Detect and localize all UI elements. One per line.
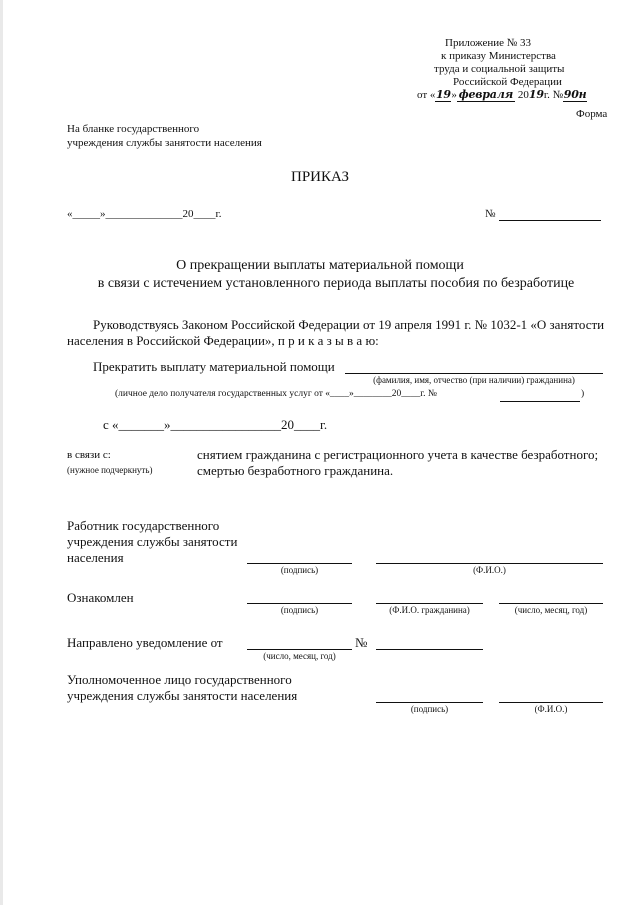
citizen-fio-line bbox=[345, 373, 603, 374]
acquainted-label: Ознакомлен bbox=[67, 590, 134, 605]
acquainted-fio-caption: (Ф.И.О. гражданина) bbox=[389, 605, 470, 615]
appendix-date-suffix: г. № bbox=[543, 89, 564, 101]
acquainted-signature-caption: (подпись) bbox=[280, 605, 319, 615]
reason-label: в связи с: bbox=[67, 449, 111, 461]
reason-hint: (нужное подчеркнуть) bbox=[67, 465, 153, 475]
order-number-line bbox=[499, 220, 601, 221]
reason-option-1: снятием гражданина с регистрационного учета в качестве безработного; bbox=[197, 447, 599, 462]
citizen-fio-caption: (фамилия, имя, отчество (при наличии) гражданина) bbox=[373, 375, 575, 385]
appendix-date-year: 19 bbox=[528, 88, 544, 101]
appendix-date-day: 19 bbox=[435, 88, 451, 101]
employee-signature-caption: (подпись) bbox=[280, 565, 319, 575]
form-label: Форма bbox=[576, 108, 608, 120]
employee-fio-line bbox=[376, 563, 603, 564]
page-title: ПРИКАЗ bbox=[291, 169, 349, 185]
scan-edge bbox=[0, 0, 3, 905]
authorized-signature-caption: (подпись) bbox=[410, 704, 449, 714]
acquainted-signature-line bbox=[247, 603, 352, 604]
reason-option-2: смертью безработного гражданина. bbox=[197, 463, 394, 478]
authorized-fio-line bbox=[499, 702, 603, 703]
acquainted-date-caption: (число, месяц, год) bbox=[514, 605, 588, 615]
acquainted-fio-line bbox=[376, 603, 483, 604]
appendix-number: 90н bbox=[563, 88, 587, 101]
notice-number-line bbox=[376, 649, 483, 650]
appendix-date-line bbox=[417, 88, 587, 102]
appendix-line-4: Российской Федерации bbox=[453, 76, 562, 88]
employee-fio-caption: (Ф.И.О.) bbox=[473, 565, 506, 575]
order-number-label: № bbox=[485, 208, 496, 220]
appendix-date-prefix: от « bbox=[417, 89, 436, 101]
notice-date-caption: (число, месяц, год) bbox=[263, 651, 336, 661]
authorized-signature-line bbox=[376, 702, 483, 703]
notice-label: Направлено уведомление от bbox=[67, 635, 223, 650]
subject-line-2: в связи с истечением установленного периода выплаты пособия по безработице bbox=[97, 276, 575, 291]
blank-note-line-1: На бланке государственного bbox=[67, 123, 200, 135]
from-date-line: с «_______»_________________20____г. bbox=[103, 417, 328, 432]
employee-line-1: Работник государственного bbox=[67, 518, 220, 533]
personal-file-number-line bbox=[500, 401, 580, 402]
appendix-date-year-prefix: 20 bbox=[517, 89, 529, 101]
personal-file-line: (личное дело получателя государственных услуг от «____»________20____г. № bbox=[115, 389, 437, 399]
blank-note-line-2: учреждения службы занятости населения bbox=[67, 137, 262, 149]
appendix-line-3: труда и социальной защиты bbox=[434, 63, 565, 75]
acquainted-date-line bbox=[499, 603, 603, 604]
appendix-date-mid: » bbox=[451, 89, 457, 101]
preamble-line-1: Руководствуясь Законом Российской Федерации от 19 апреля 1991 г. № 1032-1 «О занятости bbox=[93, 317, 605, 332]
appendix-line-1: Приложение № 33 bbox=[445, 37, 532, 49]
employee-line-3: населения bbox=[67, 550, 124, 565]
preamble-line-2: населения в Российской Федерации», п р и к а з ы в а ю: bbox=[67, 333, 379, 348]
notice-date-line bbox=[247, 649, 352, 650]
appendix-date-month: февраля bbox=[458, 88, 514, 101]
notice-number-label: № bbox=[355, 635, 368, 650]
employee-signature-line bbox=[247, 563, 352, 564]
authorized-line-2: учреждения службы занятости населения bbox=[67, 688, 298, 703]
personal-file-end: ) bbox=[581, 389, 585, 399]
subject-line-1: О прекращении выплаты материальной помощи bbox=[176, 258, 464, 273]
authorized-line-1: Уполномоченное лицо государственного bbox=[67, 672, 292, 687]
authorized-fio-caption: (Ф.И.О.) bbox=[534, 704, 568, 714]
employee-line-2: учреждения службы занятости bbox=[67, 534, 238, 549]
order-date-line: «_____»______________20____г. bbox=[67, 208, 222, 220]
stop-payment-label: Прекратить выплату материальной помощи bbox=[93, 359, 335, 374]
appendix-line-2: к приказу Министерства bbox=[441, 50, 556, 62]
